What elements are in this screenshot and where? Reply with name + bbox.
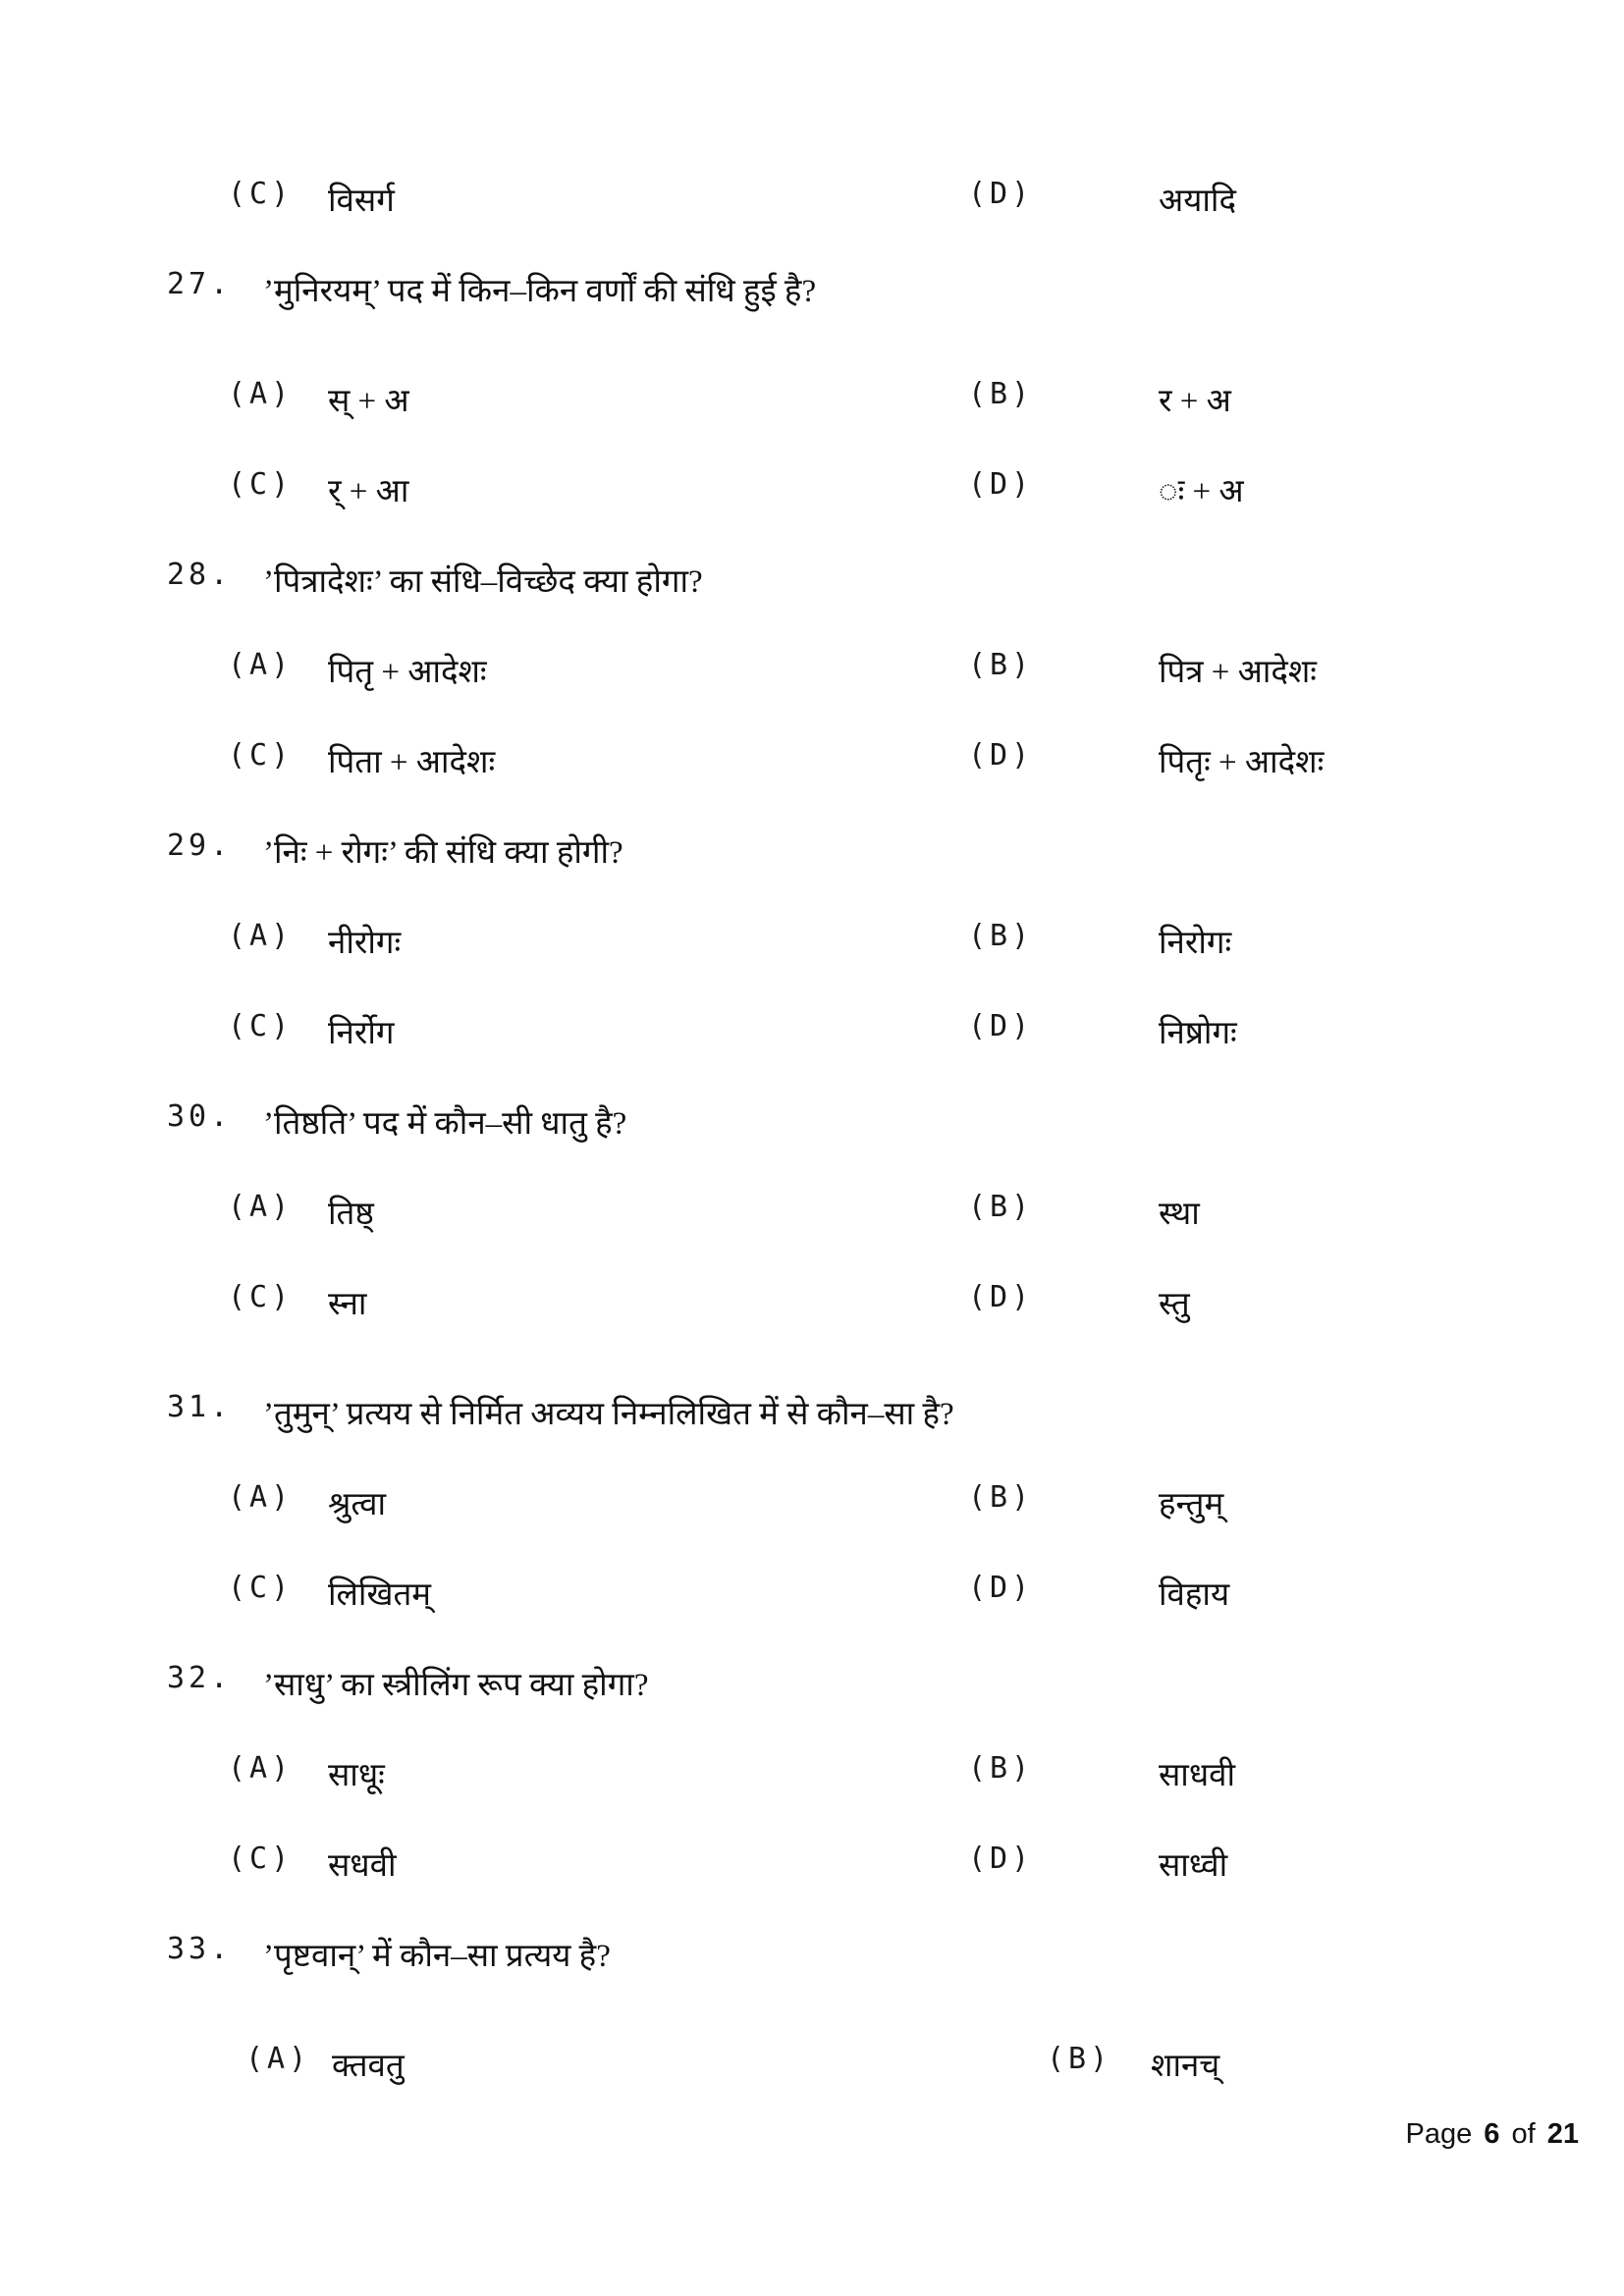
option-text: तिष्ठ्: [328, 1197, 374, 1232]
option-row: [0, 2042, 1624, 2132]
option-text: पितृ + आदेशः: [328, 655, 487, 690]
option-text: हन्तुम्: [1159, 1487, 1224, 1522]
question-number: 29.: [167, 828, 233, 863]
option-row: [0, 1480, 1624, 1571]
question-text: ’मुनिरयम्’ पद में किन–किन वर्णों की संधि हुई है?: [263, 274, 817, 309]
option-label: (B): [968, 648, 1034, 682]
option-label: (C): [228, 467, 294, 502]
option-text: स्था: [1159, 1197, 1200, 1232]
option-label: (A): [228, 1190, 294, 1224]
question-text: ’तुमुन्’ प्रत्यय से निर्मित अव्यय निम्नलिखित में से कौन–सा है?: [263, 1397, 954, 1432]
question-text: ’साधु’ का स्त्रीलिंग रूप क्या होगा?: [263, 1668, 649, 1703]
option-text: सधवी: [328, 1848, 397, 1884]
option-row: [0, 1190, 1624, 1280]
option-text: र् + आ: [328, 474, 409, 509]
option-text: निष्रोगः: [1159, 1016, 1237, 1051]
option-label: (D): [968, 1571, 1034, 1605]
option-label: (C): [228, 177, 294, 211]
question-number: 31.: [167, 1390, 233, 1424]
option-label: (A): [228, 377, 294, 411]
page-footer: [1401, 2118, 1579, 2151]
option-text: निर्रोग: [328, 1016, 395, 1051]
question-row-29: [0, 828, 1624, 919]
option-label: (C): [228, 1280, 294, 1314]
option-row: [0, 738, 1624, 828]
option-row: [0, 648, 1624, 738]
option-text: र + अ: [1159, 384, 1231, 419]
option-row: [0, 1842, 1624, 1932]
option-text: शानच्: [1151, 2049, 1220, 2084]
question-row-30: [0, 1099, 1624, 1190]
option-label: (D): [968, 177, 1034, 211]
footer-of-label: of: [1511, 2118, 1536, 2150]
option-text: पितृः + आदेशः: [1159, 745, 1325, 780]
option-text: साधवी: [1159, 1758, 1236, 1793]
option-label: (A): [245, 2042, 311, 2076]
question-text: ’पित्रादेशः’ का संधि–विच्छेद क्या होगा?: [263, 564, 703, 600]
option-text: क्तवतु: [332, 2049, 405, 2084]
question-text: ’निः + रोगः’ की संधि क्या होगी?: [263, 835, 623, 871]
option-row: [0, 1751, 1624, 1842]
option-text: निरोगः: [1159, 926, 1232, 961]
option-text: अयादि: [1159, 184, 1236, 219]
question-text: ’तिष्ठति’ पद में कौन–सी धातु है?: [263, 1106, 627, 1142]
option-label: (B): [968, 919, 1034, 953]
question-number: 33.: [167, 1932, 233, 1966]
option-row: [0, 467, 1624, 558]
option-text: श्रुत्वा: [328, 1487, 387, 1522]
option-text: पित्र + आदेशः: [1159, 655, 1317, 690]
option-text: स्तु: [1159, 1287, 1190, 1322]
option-label: (B): [968, 1751, 1034, 1786]
option-label: (C): [228, 1842, 294, 1876]
option-label: (C): [228, 1009, 294, 1043]
option-text: ः + अ: [1159, 474, 1244, 509]
question-row-32: [0, 1661, 1624, 1751]
option-label: (A): [228, 919, 294, 953]
option-label: (B): [968, 377, 1034, 411]
question-number: 32.: [167, 1661, 233, 1695]
footer-page-number: 6: [1484, 2118, 1500, 2150]
option-label: (D): [968, 1280, 1034, 1314]
option-label: (D): [968, 738, 1034, 773]
option-text: नीरोगः: [328, 926, 402, 961]
option-text: साध्वी: [1159, 1848, 1228, 1884]
question-row-31: [0, 1390, 1624, 1480]
option-text: लिखितम्: [328, 1577, 432, 1613]
option-label: (C): [228, 1571, 294, 1605]
option-text: पिता + आदेशः: [328, 745, 496, 780]
question-number: 30.: [167, 1099, 233, 1134]
question-number: 27.: [167, 267, 233, 301]
footer-total-pages: 21: [1546, 2118, 1579, 2150]
option-label: (B): [968, 1190, 1034, 1224]
page-content: [0, 177, 1624, 2132]
carryover-option-row: [0, 177, 1624, 267]
question-row-28: [0, 558, 1624, 648]
option-text: साधूः: [328, 1758, 385, 1793]
question-row-27: [0, 267, 1624, 377]
option-row: [0, 377, 1624, 467]
question-number: 28.: [167, 558, 233, 592]
option-label: (A): [228, 648, 294, 682]
option-label: (B): [968, 1480, 1034, 1515]
question-row-33: [0, 1932, 1624, 2042]
option-text: विसर्ग: [328, 184, 395, 219]
option-label: (A): [228, 1751, 294, 1786]
option-label: (A): [228, 1480, 294, 1515]
option-text: विहाय: [1159, 1577, 1230, 1613]
option-text: स्ना: [328, 1287, 367, 1322]
option-row: [0, 1571, 1624, 1661]
footer-page-label: Page: [1405, 2118, 1473, 2150]
option-label: (B): [1047, 2042, 1112, 2076]
option-text: स् + अ: [328, 384, 409, 419]
option-label: (D): [968, 1009, 1034, 1043]
option-label: (D): [968, 1842, 1034, 1876]
option-label: (D): [968, 467, 1034, 502]
option-row: [0, 919, 1624, 1009]
question-text: ’पृष्टवान्’ में कौन–सा प्रत्यय है?: [263, 1939, 611, 1974]
option-label: (C): [228, 738, 294, 773]
option-row: [0, 1009, 1624, 1099]
option-row: [0, 1280, 1624, 1390]
